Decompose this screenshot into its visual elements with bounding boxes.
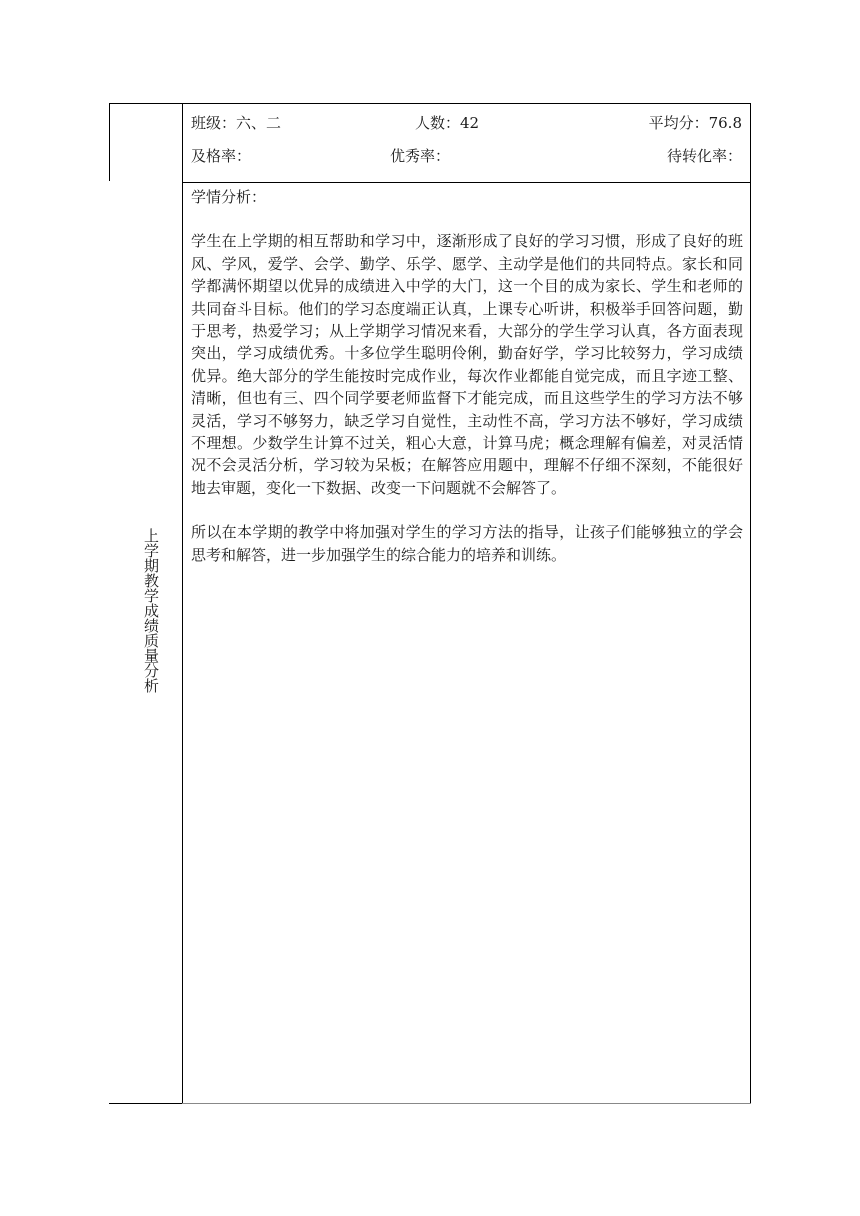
analysis-paragraph-2: 所以在本学期的教学中将加强对学生的学习方法的指导，让孩子们能够独立的学会思考和解答，进一步加强学生的综合能力的培养和训练。 — [191, 523, 743, 564]
table-border-right — [750, 103, 751, 1104]
pending-rate-label: 待转化率： — [666, 147, 742, 165]
analysis-paragraph-1: 学生在上学期的相互帮助和学习中，逐渐形成了良好的学习习惯，形成了良好的班风、学风，爱学、会学、勤学、乐学、愿学、主动学是他们的共同特点。家长和同学都满怀期望以优异的成绩进入中学的大门，这一个目的成为家长、学生和老师的共同奋斗目标。他们的学习态度端正认真，上课专心听讲，积极举手回答问题，勤于思考，热爱学习；从上学期学习情况来看，大部分的学生学习认真，各方面表现突出，学习成绩优秀。十多位学生聪明伶俐，勤奋好学，学习比较努力，学习成绩优异。绝大部分的学生能按时完成作业，每次作业都能自觉完成，而且字迹工整、清晰，但也有三、四个同学要老师监督下才能完成，而且这些学生的学习方法不够灵活，学习不够努力，缺乏学习自觉性，主动性不高，学习方法不够好，学习成绩不理想。少数学生计算不过关，粗心大意，计算马虎；概念理解有偏差，对灵活情况不会灵活分析，学习较为呆板；在解答应用题中，理解不仔细不深刻，不能很好地去审题，变化一下数据、改变一下问题就不会解答了。 — [191, 232, 743, 497]
student-count-label: 人数：42 — [415, 114, 480, 132]
side-section-title: 上学期教学成绩质量分析 — [142, 527, 160, 693]
table-border-bottom-right — [182, 1103, 751, 1104]
analysis-content — [191, 186, 743, 566]
analysis-heading: 学情分析： — [191, 188, 267, 206]
table-header-divider — [182, 182, 751, 183]
class-label: 班级：六、二 — [191, 114, 282, 132]
table-border-top — [109, 103, 751, 104]
table-column-divider — [182, 103, 183, 1104]
table-border-bottom-left — [109, 1103, 183, 1104]
excellent-rate-label: 优秀率： — [390, 147, 451, 165]
average-score-label: 平均分：76.8 — [648, 114, 742, 132]
pass-rate-label: 及格率： — [191, 147, 252, 165]
table-border-left — [109, 103, 110, 181]
